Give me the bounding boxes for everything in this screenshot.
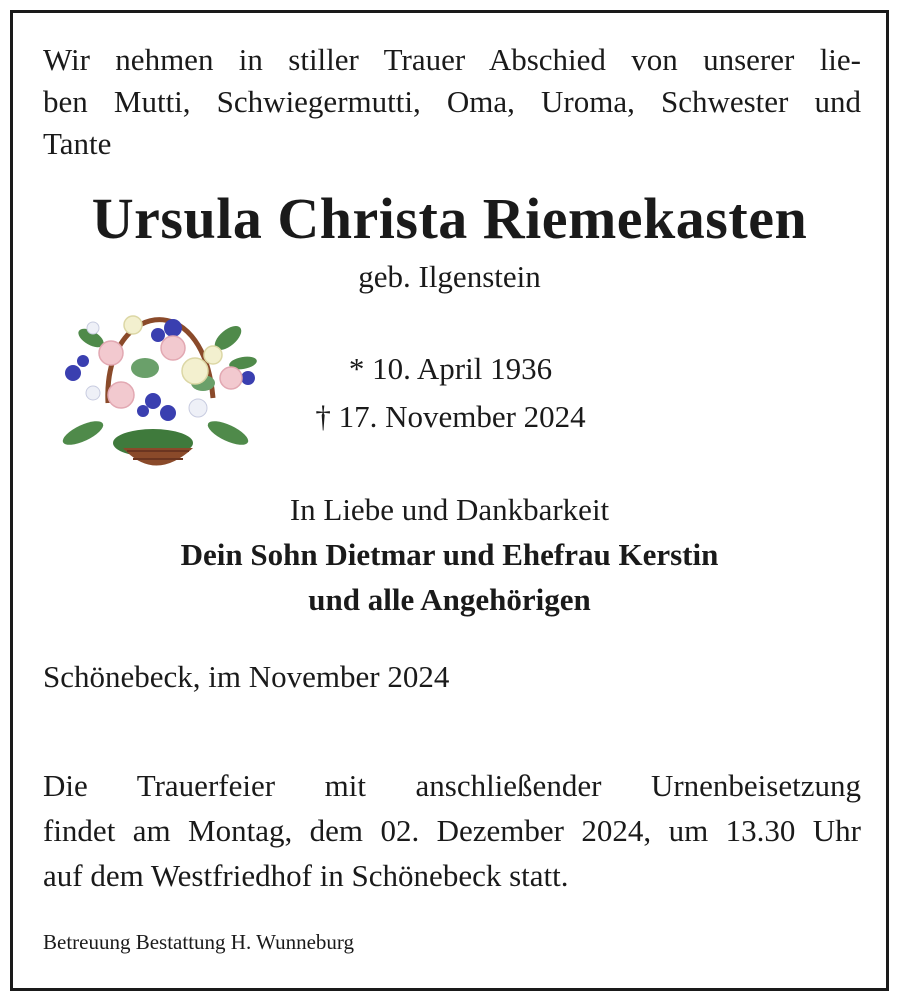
- funeral-home-credit: Betreuung Bestattung H. Wunneburg: [43, 930, 355, 954]
- mourners-line-2: und alle Angehörigen: [308, 582, 591, 617]
- maiden-name: geb. Ilgenstein: [358, 259, 541, 294]
- intro-line-1: Wir nehmen in stiller Trauer Abschied von unserer lie-: [43, 42, 861, 77]
- place-date: Schönebeck, im November 2024: [43, 659, 450, 694]
- thanks-phrase: In Liebe und Dankbarkeit: [289, 492, 610, 527]
- intro-line-2: ben Mutti, Schwiegermutti, Oma, Uroma, Schwester und: [43, 84, 861, 119]
- ceremony-line-3: auf dem Westfriedhof in Schönebeck statt.: [43, 858, 569, 893]
- death-date: † 17. November 2024: [315, 399, 586, 434]
- ceremony-info: [43, 763, 861, 898]
- intro-line-3: Tante: [43, 126, 112, 161]
- obituary-notice: [10, 10, 889, 991]
- ceremony-line-1: Die Trauerfeier mit anschließender Urnenbeisetzung: [43, 768, 861, 803]
- deceased-name: Ursula Christa Riemekasten: [91, 186, 808, 251]
- life-dates: [253, 345, 648, 441]
- intro-text: [43, 39, 861, 165]
- mourners-line-1: Dein Sohn Dietmar und Ehefrau Kerstin: [180, 537, 719, 572]
- birth-date: * 10. April 1936: [348, 351, 553, 386]
- flower-basket-icon: [53, 283, 258, 478]
- ceremony-line-2: findet am Montag, dem 02. Dezember 2024, um 13.30 Uhr: [43, 813, 861, 848]
- mourners-block: [13, 487, 886, 622]
